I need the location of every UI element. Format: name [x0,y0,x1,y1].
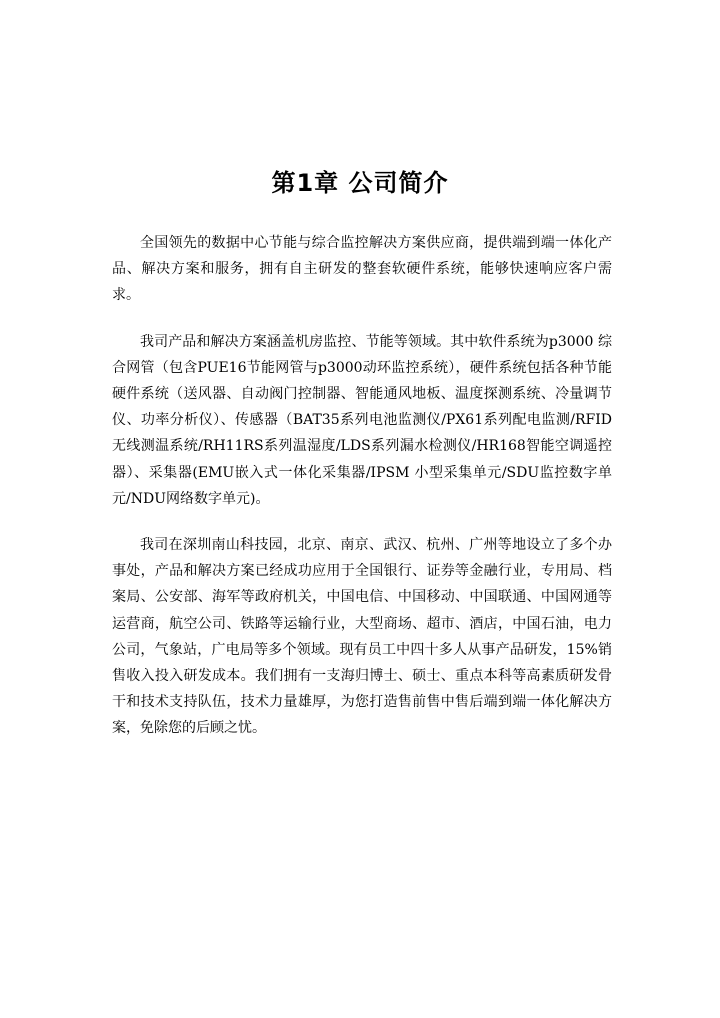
paragraph-intro: 全国领先的数据中心节能与综合监控解决方案供应商，提供端到端一体化产品、解决方案和服务，拥有自主研发的整套软硬件系统，能够快速响应客户需求。 [112,235,612,304]
chapter-title: 第1章 公司简介 [271,169,449,198]
document-body [112,230,612,762]
paragraph-offices: 我司在深圳南山科技园，北京、南京、武汉、杭州、广州等地设立了多个办事处，产品和解决方案已经成功应用于全国银行、证券等金融行业，专用局、档案局、公安部、海军等政府机关，中国电信、中国移动、中国联通、中国网通等运营商，航空公司、铁路等运输行业，大型商场、超市、酒店，中国石油，电力公司，气象站，广电局等多个领域。现有员工中四十多人从事产品研发，15%销售收入投入研发成本。我们拥有一支海归博士、硕士、重点本科等高素质研发骨干和技术支持队伍，技术力量雄厚，为您打造售前售中售后端到端一体化解决方案，免除您的后顾之忧。 [112,537,612,737]
paragraph-products: 我司产品和解决方案涵盖机房监控、节能等领域。其中软件系统为p3000 综合网管（包含PUE16节能网管与p3000动环监控系统），硬件系统包括各种节能硬件系统（送风器、自动阀门控制器、智能通风地板、温度探测系统、冷量调节仪、功率分析仪）、传感器（BAT35系列电池监测仪/PX61系列配电监测/RFID无线测温系统/RH11RS系列温湿度/LDS系列漏水检测仪/HR168智能空调遥控器）、采集器(EMU嵌入式一体化采集器/IPSM 小型采集单元/SDU监控数字单元/NDU网络数字单元)。 [112,333,612,507]
